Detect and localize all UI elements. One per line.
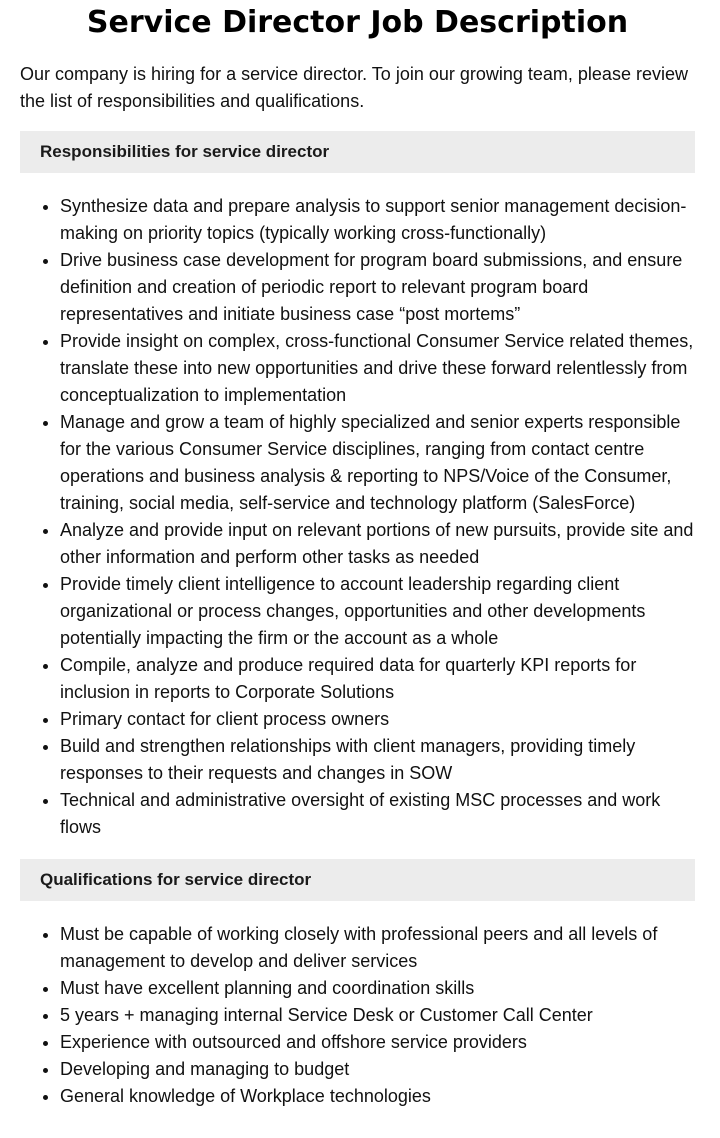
list-item: • Analyze and provide input on relevant portions of new pursuits, provide site and other information and perform other tasks as needed (60, 517, 695, 571)
responsibilities-list (20, 193, 695, 841)
list-item: • Must be capable of working closely with professional peers and all levels of management to develop and deliver services (60, 921, 695, 975)
list-item: • Build and strengthen relationships with client managers, providing timely responses to their requests and changes in SOW (60, 733, 695, 787)
list-item: • Primary contact for client process owners (60, 706, 695, 733)
list-item: • Developing and managing to budget (60, 1056, 695, 1083)
list-item: • Compile, analyze and produce required data for quarterly KPI reports for inclusion in reports to Corporate Solutions (60, 652, 695, 706)
page-title: Service Director Job Description (86, 5, 629, 40)
intro-paragraph: Our company is hiring for a service director. To join our growing team, please review the list of responsibilities and qualifications. (20, 64, 688, 111)
list-item: • General knowledge of Workplace technologies (60, 1083, 695, 1110)
list-item: • Provide insight on complex, cross-functional Consumer Service related themes, translate these into new opportunities and drive these forward relentlessly from conceptualization to implementation (60, 328, 695, 409)
list-item: • Technical and administrative oversight of existing MSC processes and work flows (60, 787, 695, 841)
list-item: • Synthesize data and prepare analysis to support senior management decision-making on priority topics (typically working cross-functionally) (60, 193, 695, 247)
list-item: • 5 years + managing internal Service Desk or Customer Call Center (60, 1002, 695, 1029)
list-item: • Drive business case development for program board submissions, and ensure definition and creation of periodic report to relevant program board representatives and initiate business case “post mortems” (60, 247, 695, 328)
list-item: • Provide timely client intelligence to account leadership regarding client organizational or process changes, opportunities and other developments potentially impacting the firm or the account as a whole (60, 571, 695, 652)
list-item: • Manage and grow a team of highly specialized and senior experts responsible for the various Consumer Service disciplines, ranging from contact centre operations and business analysis & reporting to NPS/Voice of the Consumer, training, social media, self-service and technology platform (SalesForce) (60, 409, 695, 517)
list-item: • Experience with outsourced and offshore service providers (60, 1029, 695, 1056)
list-item: • Must have excellent planning and coordination skills (60, 975, 695, 1002)
responsibilities-heading: Responsibilities for service director (20, 131, 695, 173)
qualifications-list (20, 921, 695, 1110)
qualifications-heading: Qualifications for service director (20, 859, 695, 901)
